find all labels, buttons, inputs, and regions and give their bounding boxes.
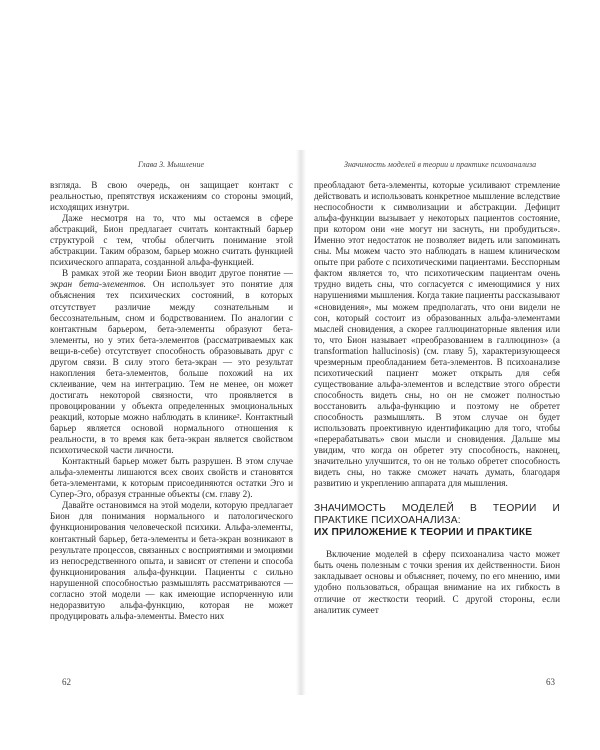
right-page-text [314,180,560,616]
section-heading-line1: ЗНАЧИМОСТЬ МОДЕЛЕЙ В ТЕОРИИ И ПРАКТИКЕ ПСИХОАНАЛИЗА: [314,503,560,527]
paragraph: Контактный барьер может быть разрушен. В этом случае альфа-элементы лишаются всех своих свойств и становятся бета-элементами, к которым присоединяются остатки Эго и Супер-Эго, образуя странные объекты (см. главу 2). [50,456,293,500]
paragraph-rest: Он использует это понятие для объяснения тех психических состояний, в которых отсутствует различие между сознательным и бессознательным, сном и бодрствованием. По аналогии с контактным барьером, бета-элементы образуют бета-элементы, но у этих бета-элементов (рассматриваемых как вещи-в-себе) отсутствует способность образовывать друг с другом связи. В силу этого бета-экран — это результат накопления бета-элементов, больше похожий на их склеивание, чем на интеграцию. Тем не менее, он может достигать некоторой связности, что проявляется в провоцировании у объекта определенных эмоциональных реакций, которые можно наблюдать в клинике². Контактный барьер является основой нормального отношения к реальности, в то время как бета-экран является свойством психотической части личности. [50,279,293,456]
paragraph: Даже несмотря на то, что мы остаемся в сфере абстракций, Бион предлагает считать контактный барьер структурой с тем, чтобы облегчить понимание этой абстракции. Таким образом, барьер можно считать функцией психического аппарата, созданной альфа-функцией. [50,213,293,268]
paragraph: Включение моделей в сферу психоанализа часто может быть очень полезным с точки зрения их действенности. Бион закладывает основы и объясняет, почему, по его мнению, ими удобно пользоваться, обращая внимание на их гибкость в отличие от жесткости теорий. С другой стороны, если аналитик сумеет [314,549,560,615]
left-page-text [50,180,293,622]
right-page-number: 63 [546,677,555,687]
paragraph-lead: В рамках этой же теории Бион вводит другое понятие — [62,268,293,279]
paragraph [50,268,293,456]
paragraph: преобладают бета-элементы, которые усиливают стремление действовать и использовать конкретное мышление вследствие неспособности к символизации и абстракции. Дефицит альфа-функции вызывает у некоторых пациентов состояние, при котором они «не могут ни заснуть, ни пробудиться». Именно этот недостаток не позволяет видеть или запоминать сны. Мы можем часто это наблюдать в нашем клиническом опыте при работе с психотическими пациентами. Бесспорным фактом является то, что психотическим пациентам очень трудно видеть сны, что согласуется с имеющимися у них нарушениями мышления. Когда такие пациенты рассказывают «сновидения», мы можем предполагать, что они видели не сон, который состоит из образованных альфа-элементами мыслей сновидения, а скорее галлюцинаторные явления или то, что Бион называет «преобразованием в галлюциноз» (a transformation hallucinosis) (см. главу 5), характеризующееся чрезмерным преобладанием бета-элементов. В психоанализе психотический пациент может открыть для себя существование альфа-элементов и вследствие этого обрести способность видеть сны, но он не сможет полностью восстановить альфа-функцию и поэтому не обретет способность размышлять. В этом случае он будет использовать проективную идентификацию для того, чтобы «перерабатывать» свои мысли и сновидения. Дальше мы увидим, что когда он обретет эту способность, наконец, значительно улучшится, то он не только обретет способность видеть сны, но также сможет начать думать, благодаря развитию и укреплению аппарата для мышления. [314,180,560,489]
section-heading [314,503,560,539]
section-heading-line2: ИХ ПРИЛОЖЕНИЕ К ТЕОРИИ И ПРАКТИКЕ [314,527,533,539]
book-gutter [296,150,306,695]
term-emphasis: экран бета-элементов. [50,279,146,290]
paragraph: взгляда. В свою очередь, он защищает контакт с реальностью, препятствуя искажениям со стороны эмоций, исходящих изнутри. [50,180,293,213]
right-running-head: Значимость моделей в теории и практике психоанализа [344,160,537,169]
paragraph: Давайте остановимся на этой модели, которую предлагает Бион для понимания нормального и патологического функционирования человеческой психики. Альфа-элементы, контактный барьер, бета-элементы и бета-экран возникают в результате процессов, связанных с восприятиями и эмоциями из непосредственного опыта, и зависят от степени и способа функционирования альфа-функции. Пациенты с сильно нарушенной способностью размышлять рассматриваются — согласно этой модели — как имеющие испорченную или недоразвитую альфа-функцию, которая не может продуцировать альфа-элементы. Вместо них [50,500,293,621]
left-page-number: 62 [62,677,71,687]
left-running-head: Глава 3. Мышление [138,160,205,169]
